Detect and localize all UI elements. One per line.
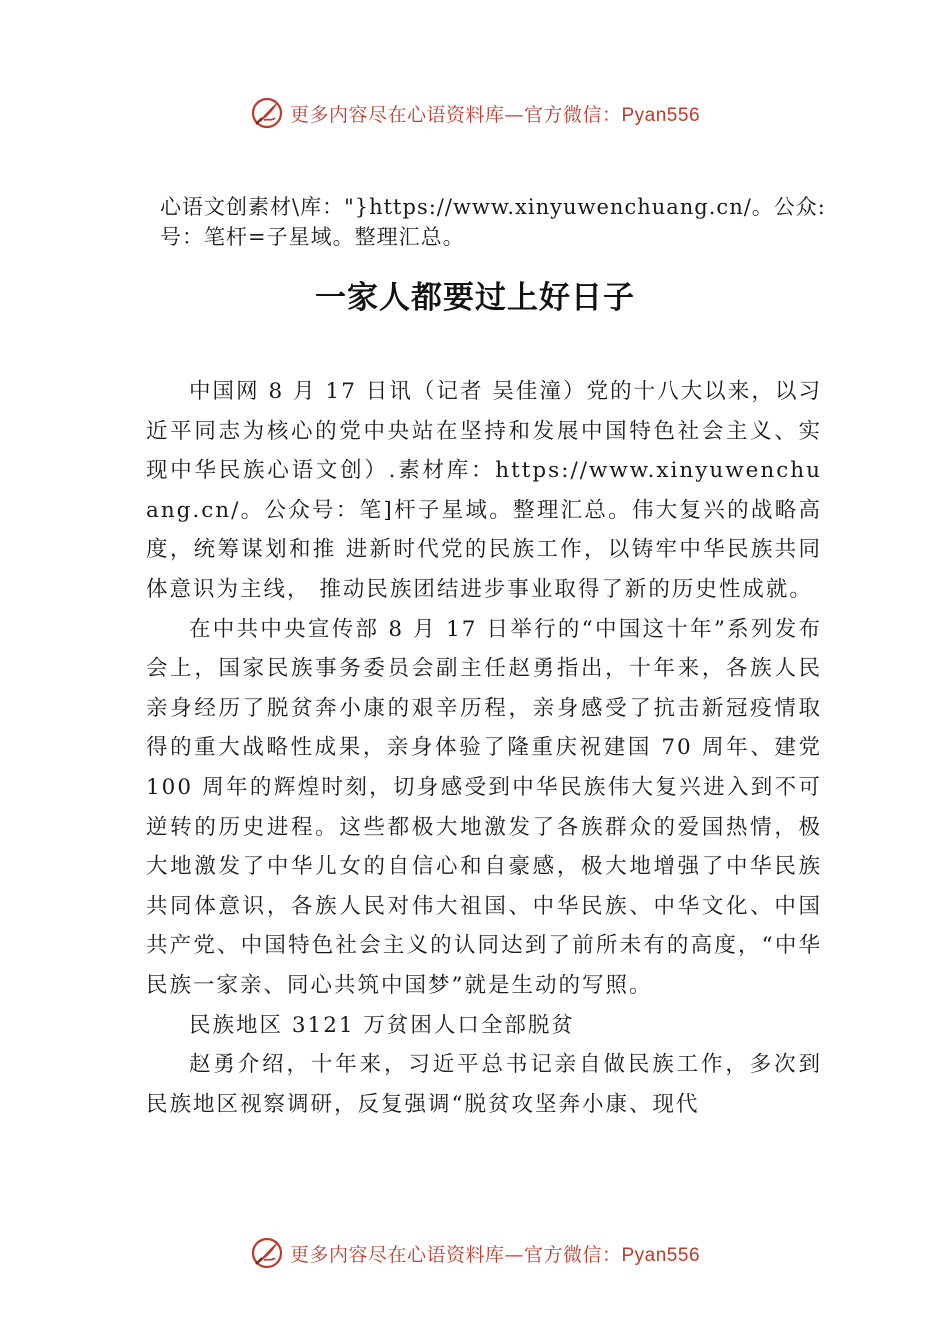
paragraph: 赵勇介绍，十年来，习近平总书记亲自做民族工作，多次到民族地区视察调研，反复强调“脱贫攻坚奔小康、现代 (146, 1052, 822, 1117)
quill-logo-icon (250, 1236, 284, 1270)
header-banner-text (290, 100, 700, 127)
paragraph: 中国网 8 月 17 日讯（记者 吴佳潼）党的十八大以来，以习近平同志为核心的党中央站在坚持和发展中国特色社会主义、实现中华民族心语文创）.素材库：https://www.xinyuwenchuang.cn/。公众号：笔]杆子星域。整理汇总。伟大复兴的战略高度，统筹谋划和推 进新时代党的民族工作，以铸牢中华民族共同体意识为主线， 推动民族团结进步事业取得了新的历史性成就。 (146, 379, 822, 602)
header-banner (0, 93, 950, 133)
banner-wechat-id: Pyan556 (621, 1244, 701, 1266)
banner-wechat-label: 官方微信： (523, 103, 622, 126)
quill-logo-icon (250, 96, 284, 130)
footer-banner (0, 1233, 950, 1273)
paragraph: 在中共中央宣传部 8 月 17 日举行的“中国这十年”系列发布会上，国家民族事务委员会副主任赵勇指出，十年来，各族人民亲身经历了脱贫奔小康的艰辛历程，亲身感受了抗击新冠疫情取得的重大战略性成果，亲身体验了隆重庆祝建国 70 周年、建党 100 周年的辉煌时刻，切身感受到中华民族伟大复兴进入到不可逆转的历史进程。这些都极大地激发了各族群众的爱国热情，极大地激发了中华儿女的自信心和自豪感，极大地增强了中华民族共同体意识，各族人民对伟大祖国、中华民族、中华文化、中国共产党、中国特色社会主义的认同达到了前所未有的高度，“中华民族一家亲、同心共筑中国梦”就是生动的写照。 (146, 616, 822, 998)
banner-dash: — (504, 1243, 524, 1266)
banner-dash: — (504, 103, 524, 126)
source-note: 心语文创素材\库："}https://www.xinyuwenchuang.cn/。公众:号：笔杆=子星域。整理汇总。 (160, 195, 826, 249)
section-heading: 民族地区 3121 万贫困人口全部脱贫 (189, 1012, 575, 1038)
banner-slogan: 更多内容尽在心语资料库 (289, 1243, 505, 1266)
footer-banner-text (290, 1240, 700, 1267)
banner-wechat-label: 官方微信： (523, 1243, 622, 1266)
article-body (146, 372, 822, 1124)
banner-slogan: 更多内容尽在心语资料库 (289, 103, 505, 126)
article-title: 一家人都要过上好日子 (315, 280, 635, 316)
banner-wechat-id: Pyan556 (621, 104, 701, 126)
